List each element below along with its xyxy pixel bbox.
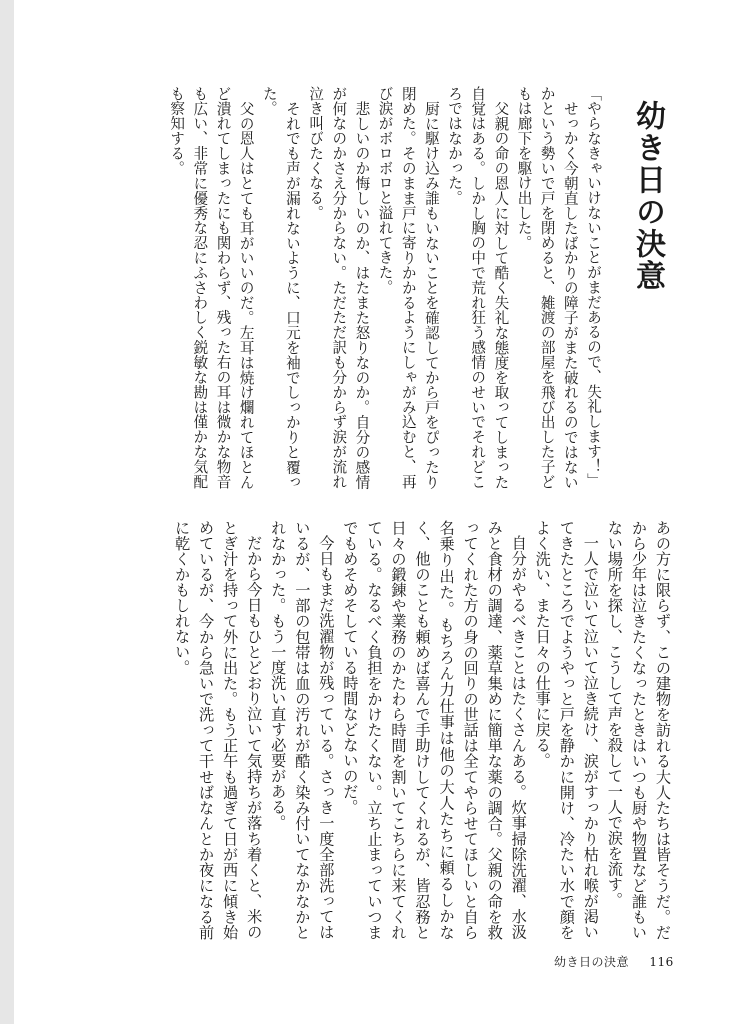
paragraph: 父の恩人はとても耳がいいのだ。左耳は焼け爛れてほとんど潰れてしまったにも関わらず、残った右の耳は微かな物音も広い、非常に優秀な忍にふさわしく鋭敏な勘は僅かな気配も察知する。	[168, 86, 255, 489]
running-title: 幼き日の決意	[554, 955, 630, 969]
paragraph: 今日もまだ洗濯物が残っている。さっき一度全部洗ってはいるが、一部の包帯は血の汚れが酷く染み付いてなかなかとれなかった。もう一度洗い直す必要がある。	[269, 520, 336, 940]
paragraph: せっかく今朝直したばかりの障子がまた破れるのではないかという勢いで戸を閉めると、雑渡の部屋を飛び出した子どもは廊下を駆け出した。	[515, 86, 579, 489]
chapter-title: 幼き日の決意	[630, 100, 665, 292]
page-number: 116	[649, 955, 674, 969]
paragraph: 厨に駆け込み誰もいないことを確認してから戸をぴったり閉めた。そのまま戸に寄りかかるようにしゃがみ込むと、再び涙がボロボロと溢れてきた。	[376, 86, 440, 489]
paragraph: 「やらなきゃいけないことがまだあるので、失礼します！」	[585, 86, 602, 489]
paragraph: それでも声が漏れないように、口元を袖でしっかりと覆った。	[260, 86, 301, 489]
paragraph: 自分がやるべきことはたくさんある。炊事掃除洗濯、水汲みと食材の調達、薬草集めに簡単な薬の調合。父親の命を救ってくれた方の身の回りの世話は全てやらせてほしいと自ら名乗り出た。もちろん力仕事は他の大人たちに頼るしかなく、他のことも頼めば喜んで手助けしてくれるが、皆忍務と日々の鍛錬や業務のかたわら時間を割いてこちらに来てくれている。なるべく負担をかけたくない。立ち止まっていつまでもめそめそしている時間などないのだ。	[341, 520, 528, 940]
page-footer	[554, 953, 674, 970]
paragraph: 悲しいのか悔しいのか、はたまた怒りなのか。自分の感情が何なのかさえ分からない。ただただ訳も分からず涙が流れ泣き叫びたくなる。	[307, 86, 371, 489]
paragraph: あの方に限らず、この建物を訪れる大人たちは皆そうだ。だから少年は泣きたくなったときはいつも厨や物置など誰もいない場所を探し、こうして声を殺して一人で涙を流す。	[605, 520, 672, 940]
paragraph: 一人で泣いて泣いて泣き続け、涙がすっかり枯れ喉が渇いてきたところでようやっと戸を静かに開け、冷たい水で顔をよく洗い、また日々の仕事に戻る。	[533, 520, 600, 940]
paragraph: だから今日もひとどおり泣いて気持ちが落ち着くと、米のとぎ汁を持って外に出た。もう正午も過ぎて日が西に傾き始めているが、今から急いで洗って干せばなんとか夜になる前に乾くかもしれない。	[173, 520, 264, 940]
upper-text-block	[153, 86, 605, 489]
lower-text-block	[153, 520, 675, 940]
paragraph: 父親の命の恩人に対して酷く失礼な態度を取ってしまった自覚はある。しかし胸の中で荒れ狂う感情のせいでそれどころではなかった。	[446, 86, 510, 489]
